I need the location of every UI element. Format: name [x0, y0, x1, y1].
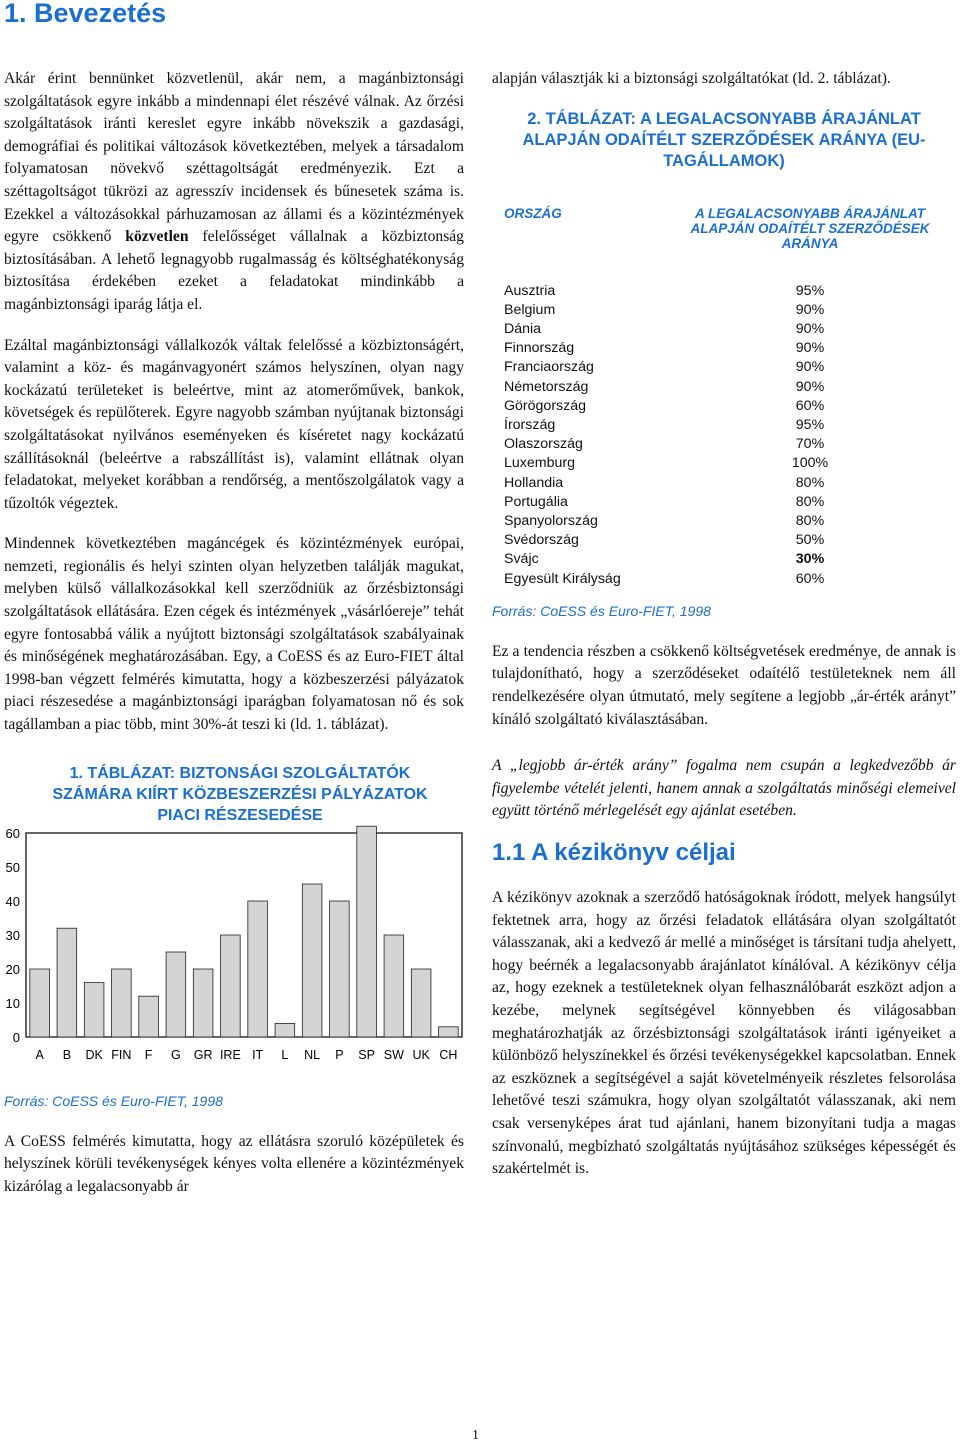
bar	[302, 884, 322, 1037]
table-row	[492, 493, 956, 512]
x-tick-label: IRE	[219, 1047, 241, 1062]
share-cell: 30%	[795, 551, 825, 568]
table-row	[492, 378, 956, 397]
paragraph-survey: A CoESS felmérés kimutatta, hogy az ellátásra szoruló középületek és helyszínek körüli tevékenységek kényes volta ellenére a közintézmények kizárólag a legalacsonyabb ár	[4, 1132, 464, 1195]
chart-title: 1. TÁBLÁZAT: BIZTONSÁGI SZOLGÁLTATÓK SZÁMÁRA KIÍRT KÖZBESZERZÉSI PÁLYÁZATOK PIACI RÉSZESEDÉSE	[52, 764, 428, 824]
bar	[84, 982, 104, 1036]
country-cell: Spanyolország	[504, 513, 598, 530]
share-cell: 80%	[795, 493, 825, 510]
bar	[166, 952, 186, 1037]
table-row	[492, 435, 956, 454]
table-row	[492, 282, 956, 301]
bar	[139, 996, 159, 1037]
paragraph-consequence: Mindennek következtében magáncégek és közintézmények európai, nemzeti, regionális és helyi szinten olyan helyzetben találják magukat, melyben külső vállalkozásokkal kell szerződniük az őrzésbiztonsági szolgáltatások ellátására. Ezen cégek és intézmények „vásárlóereje” tehát egyre fontosabbá válik a nyújtott biztonsági szolgáltatások szabályainak és minőségének meghatározásában. Egy, a CoESS és az Euro-FIET által 1998-ban végzett felmérés kimutatta, hogy a közbeszerzési pályázatok piaci részesedése a magánbiztonsági iparágban folyamatosan nő és sok tagállamban a piac több, mint 30%-át teszi ki (ld. 1. táblázat).	[4, 535, 464, 734]
bar	[112, 969, 132, 1037]
paragraph-continued: alapján választják ki a biztonsági szolgáltatókat (ld. 2. táblázat).	[492, 70, 891, 87]
country-cell: Görögország	[504, 397, 587, 414]
country-cell: Franciaország	[504, 359, 594, 376]
table-source: Forrás: CoESS és Euro-FIET, 1998	[492, 602, 711, 619]
table-row	[492, 512, 956, 531]
paragraph-intro-text-2: felelősséget vállalnak a közbiztonság biztosításában. A lehető legnagyobb rugalmasság és költséghatékonyság biztosítása érdekében ezeket a feladatokat mindinkább a magánbiztonsági iparág látja el.	[4, 228, 464, 313]
country-cell: Svédország	[504, 532, 579, 549]
y-tick-label: 20	[5, 961, 20, 977]
x-tick-label: CH	[439, 1047, 458, 1062]
country-cell: Luxemburg	[504, 455, 575, 472]
paragraph-intro-bold: közvetlen	[125, 228, 189, 246]
country-cell: Ausztria	[504, 282, 556, 299]
country-cell: Portugália	[504, 493, 568, 510]
x-tick-label: P	[335, 1047, 344, 1062]
table-row	[492, 474, 956, 493]
x-tick-label: G	[171, 1047, 181, 1062]
bar	[275, 1023, 295, 1037]
country-cell: Belgium	[504, 301, 556, 318]
chart-public-tender-share	[4, 763, 464, 1103]
table-row	[492, 550, 956, 569]
col-header-share: A LEGALACSONYABB ÁRAJÁNLAT ALAPJÁN ODAÍTÉLT SZERZŐDÉSEK ARÁNYA	[690, 205, 930, 251]
paragraph-intro-text-1: Akár érint bennünket közvetlenül, akár nem, a magánbiztonsági szolgáltatások egyre inkább a mindennapi élet részévé válnak. Az őrzési szolgáltatások iránti kereslet egyre inkább növekszik a gazdasági, demográfiai és politikai változások következtében, melyek a társadalom folyamatosan növekvő széttagoltságát eredményezik. Ezt a széttagoltságot tükrözi az agresszív incidensek és bűnesetek száma is. Ezekkel a változásokkal párhuzamosan az állami és a közintézmények egyre csökkenő	[4, 70, 464, 246]
table-row	[492, 570, 956, 589]
share-cell: 100%	[791, 455, 829, 472]
country-cell: Németország	[504, 378, 589, 395]
country-cell: Olaszország	[504, 436, 583, 453]
share-cell: 95%	[795, 282, 825, 299]
share-cell: 50%	[795, 532, 825, 549]
share-cell: 90%	[795, 378, 825, 395]
section-subheading: 1.1 A kézikönyv céljai	[492, 839, 736, 866]
share-cell: 90%	[795, 321, 825, 337]
table-row	[492, 358, 956, 377]
page-heading: 1. Bevezetés	[4, 0, 167, 28]
bar	[248, 901, 268, 1037]
bar-chart-svg	[4, 773, 464, 1093]
table-body	[492, 282, 956, 589]
y-tick-label: 50	[5, 859, 20, 875]
x-tick-label: F	[144, 1047, 153, 1062]
x-tick-label: GR	[193, 1047, 213, 1062]
x-tick-label: IT	[252, 1047, 264, 1062]
table-row	[492, 320, 956, 339]
y-tick-label: 60	[5, 825, 20, 841]
country-cell: Svájc	[504, 551, 539, 568]
right-column	[492, 68, 956, 1199]
share-cell: 95%	[795, 417, 825, 434]
country-cell: Hollandia	[504, 474, 564, 491]
country-cell: Finnország	[504, 340, 575, 357]
x-tick-label: A	[35, 1047, 44, 1062]
table-row	[492, 531, 956, 550]
country-cell: Egyesült Királyság	[504, 570, 621, 587]
table-title: 2. TÁBLÁZAT: A LEGALACSONYABB ÁRAJÁNLAT ALAPJÁN ODAÍTÉLT SZERZŐDÉSEK ARÁNYA (EU-TAGÁLLAMOK)	[522, 109, 926, 170]
x-tick-label: DK	[85, 1047, 103, 1062]
y-tick-label: 40	[5, 893, 20, 909]
table-row	[492, 397, 956, 416]
table-row	[492, 454, 956, 473]
x-tick-label: NL	[304, 1047, 321, 1062]
bar	[384, 935, 404, 1037]
table-row	[492, 339, 956, 358]
x-tick-label: SP	[358, 1047, 375, 1062]
bar	[57, 928, 77, 1037]
y-tick-label: 30	[5, 927, 20, 943]
col-header-country: ORSZÁG	[504, 205, 562, 221]
x-tick-label: UK	[412, 1047, 430, 1062]
table-header-row	[492, 206, 956, 282]
bar	[193, 969, 213, 1037]
left-column	[4, 68, 464, 1216]
x-tick-label: L	[281, 1047, 289, 1062]
lowest-price-table	[492, 206, 956, 589]
paragraph-intro	[4, 68, 464, 317]
x-tick-label: FIN	[111, 1047, 132, 1062]
paragraph-tendency: Ez a tendencia részben a csökkenő költségvetések eredménye, de annak is tulajdonítható, hogy a szerződéseket odaítélő testületeknek nem áll rendelkezésére olyan útmutató, mely segítene a legjobb „ár-érték arányt” kínáló szolgáltató kiválasztásában.	[492, 642, 956, 728]
share-cell: 70%	[795, 436, 825, 453]
bar	[30, 969, 50, 1037]
share-cell: 80%	[795, 474, 825, 491]
y-tick-label: 10	[5, 995, 20, 1011]
chart-source: Forrás: CoESS és Euro-FIET, 1998	[4, 1092, 223, 1109]
share-cell: 60%	[795, 570, 825, 587]
paragraph-handbook-aims: A kézikönyv azoknak a szerződő hatóságoknak íródott, melyek hangsúlyt fektetnek arra, hogy az őrzési feladatok ellátására olyan szolgáltatót válasszanak, aki a kedvező ár mellé a minőséget is társítani tudja ahelyett, hogy beérnék a legalacsonyabb árajánlatot kínálóval. A kézikönyv célja az, hogy ezeknek a testületeknek olyan felhasználóbarát eszközt adjon a kezébe, melynek segítségével könnyebben és világosabban meghatározhatják az őrzésbiztonsági szolgáltatások iránti igényeiket a különböző helyszínekkel és őrzési tevékenységekkel kapcsolatban. Ennek az eszköznek a segítségével a saját követelményeik részletes felsorolása lehetővé teszi számukra, hogy olyan szolgáltatót válasszanak, aki nem csak versenyképes árat tud ajánlani, hanem bizonyítani tudja a magas színvonalú, megbízható szolgáltatás nyújtásához szükséges képességét és szakértelmét is.	[492, 889, 956, 1178]
share-cell: 80%	[795, 513, 825, 530]
country-cell: Írország	[504, 417, 556, 434]
page-number: 1	[472, 1428, 479, 1443]
bar	[439, 1026, 459, 1036]
share-cell: 90%	[795, 359, 825, 376]
bar	[330, 901, 350, 1037]
x-tick-label: SW	[383, 1047, 404, 1062]
country-cell: Dánia	[504, 321, 542, 337]
paragraph-contractors: Ezáltal magánbiztonsági vállalkozók váltak felelőssé a közbiztonságért, valamint a köz- és magánvagyonért számos helyszínen, olyan nagy kockázatú területeket is beleértve, mint az atomerőművek, bankok, követségek és repülőterek. Egyre nagyobb számban nyújtanak biztonsági szolgáltatásokat nyilvános eseményeken és kíséretet nagy kockázatú szállításoknál (beleértve a rabszállítást is), valamint ellátnak olyan feladatokat, melyeket korábban a rendőrség, a mentőszolgálatok vagy a tűzoltók végeztek.	[4, 336, 464, 512]
y-tick-label: 0	[12, 1029, 20, 1045]
bar	[357, 826, 377, 1037]
bar	[411, 969, 431, 1037]
share-cell: 90%	[795, 340, 825, 357]
x-tick-label: B	[62, 1047, 72, 1062]
table-row	[492, 416, 956, 435]
bar	[221, 935, 241, 1037]
share-cell: 60%	[795, 397, 825, 414]
paragraph-value-for-money: A „legjobb ár-érték arány” fogalma nem csupán a legkedvezőbb ár figyelembe vételét jelenti, hanem annak a szolgáltatás minőségi elemeivel együtt történő mérlegelését egy ajánlat esetében.	[492, 757, 956, 820]
table-row	[492, 301, 956, 320]
share-cell: 90%	[795, 301, 825, 318]
